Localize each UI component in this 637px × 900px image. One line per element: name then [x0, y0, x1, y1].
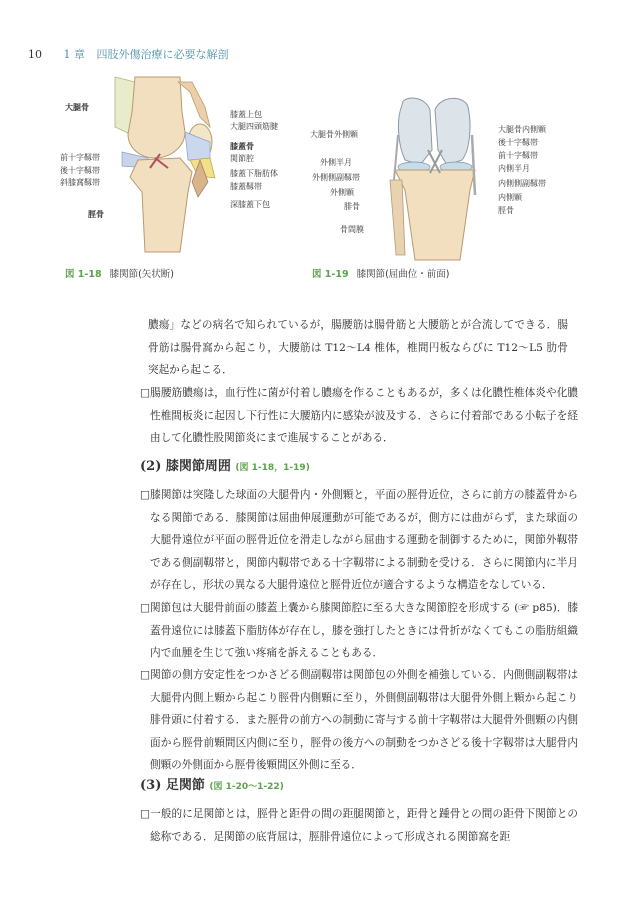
figure-1-19-number: 図 1-19: [312, 269, 349, 280]
figure-1-19-caption: [312, 266, 450, 280]
label-joint-cavity: 関節腔: [230, 154, 254, 163]
label-femur: 大腿骨: [65, 103, 89, 112]
figure-knee-sagittal: [60, 72, 290, 262]
page-number: 10: [28, 48, 42, 61]
label-medial-meniscus: 内側半月: [498, 164, 530, 173]
label-infrapatellar-fat-pad: 膝蓋下脂肪体: [230, 169, 278, 178]
label-medial-condyle: 内側顆: [498, 193, 522, 202]
label-patellar-ligament: 膝蓋靱帯: [230, 182, 262, 191]
label-tibia: 脛骨: [88, 210, 104, 219]
chapter-number: 1 章: [63, 48, 85, 61]
section-knee-title: [140, 455, 310, 474]
label-lateral-condyle: 外側顆: [330, 188, 354, 197]
label-interosseous-membrane: 骨間膜: [340, 225, 364, 234]
figure-knee-flexed-anterior: [310, 95, 580, 265]
bullet-collateral-ligaments: □関節の側方安定性をつかさどる側副靱帯は関節包の外側を補強している．内側側副靱帯は大腿骨内側上顆から起こり脛骨内側顆に至り，外側側副靱帯は大腿骨外側上顆から起こり腓骨頭に付着する．また脛骨の前方への制動に寄与する前十字靱帯は大腿骨外側顆の内側面から脛骨前顆間区内側に至り，脛骨の後方への制動をつかさどる後十字靱帯は大腿骨内側顆の外側面から脛骨後顆間区外側に至る．: [140, 669, 578, 771]
label-pcl-anterior: 後十字靱帯: [498, 138, 538, 147]
section-knee-figure-ref: (図 1-18，1-19): [235, 463, 310, 473]
paragraph-iliopsoas: 膿瘍」などの病名で知られているが，腸腰筋は腸骨筋と大腰筋とが合流してできる．腸骨筋は腸骨窩から起こり，大腰筋は T12〜L4 椎体，椎間円板ならびに T12〜L5 肋骨突起から起こる．: [148, 319, 568, 376]
label-oblique-popliteal: 斜膝窩靱帯: [60, 178, 100, 187]
label-acl-anterior: 前十字靱帯: [498, 151, 538, 160]
section-knee-heading: (2) 膝関節周囲: [140, 459, 231, 474]
bullet-iliopsoas-abscess: □腸腰筋膿瘍は，血行性に菌が付着し膿瘍を作ることもあるが，多くは化膿性椎体炎や化膿性椎間板炎に起因し下行性に大腰筋内に感染が波及する．さらに付着部である小転子を経由して化膿性股関節炎にまで進展することがある．: [140, 387, 578, 444]
running-header: [28, 46, 229, 62]
chapter-title: 四肢外傷治療に必要な解剖: [96, 48, 229, 61]
section-ankle-heading: (3) 足関節: [140, 778, 205, 793]
label-lateral-collateral-ligament: 外側側副靱帯: [312, 173, 360, 182]
label-fibula: 腓骨: [344, 202, 360, 211]
label-patella: 膝蓋骨: [230, 142, 254, 151]
label-lateral-femoral-condyle: 大腿骨外側顆: [310, 130, 358, 139]
section-ankle-title: [140, 774, 284, 793]
label-tibia-anterior: 脛骨: [498, 206, 514, 215]
label-quadriceps-tendon: 大腿四頭筋腱: [230, 122, 278, 131]
section-ankle-figure-ref: (図 1-20〜1-22): [209, 782, 284, 792]
bullet-ankle-joint: □一般的に足関節とは，脛骨と距骨の間の距腿関節と，距骨と踵骨との間の距骨下関節との総称である．足関節の底背屈は，脛腓骨遠位によって形成される関節窩を距: [140, 808, 578, 843]
label-lateral-meniscus: 外側半月: [320, 158, 352, 167]
label-acl: 前十字靱帯: [60, 153, 100, 162]
figure-1-18-title: 膝関節(矢状断): [109, 269, 175, 280]
label-medial-collateral-ligament: 内側側副靱帯: [498, 179, 546, 188]
label-medial-femoral-condyle: 大腿骨内側顆: [498, 125, 546, 134]
figure-1-18-number: 図 1-18: [65, 269, 102, 280]
figure-1-18-caption: [65, 266, 174, 280]
figure-1-19-title: 膝関節(屈曲位・前面): [356, 269, 450, 280]
bullet-joint-capsule: □関節包は大腿骨前面の膝蓋上嚢から膝関節腔に至る大きな関節腔を形成する (☞ p85)．膝蓋骨遠位には膝蓋下脂肪体が存在し，膝を強打したときには骨折がなくてもこの脂肪組織内で血腫を生じて強い疼痛を訴えることもある．: [140, 602, 578, 659]
bullet-knee-structure: □膝関節は突隆した球面の大腿骨内・外側顆と，平面の脛骨近位，さらに前方の膝蓋骨からなる関節である．膝関節は屈曲伸展運動が可能であるが，側方には曲がらず，また球面の大腿骨遠位が平面の脛骨近位を滑走しながら屈曲する運動を制御するために，関節外靱帯である側副靱帯と，関節内靱帯である十字靱帯による制動を受ける．さらに関節内に半月が存在し，形状の異なる大腿骨遠位と脛骨近位が適合するような構造をなしている．: [140, 489, 578, 591]
label-pcl: 後十字靱帯: [60, 166, 100, 175]
label-suprapatellar-bursa: 膝蓋上包: [230, 110, 262, 119]
label-deep-infrapatellar-bursa: 深膝蓋下包: [230, 200, 270, 209]
